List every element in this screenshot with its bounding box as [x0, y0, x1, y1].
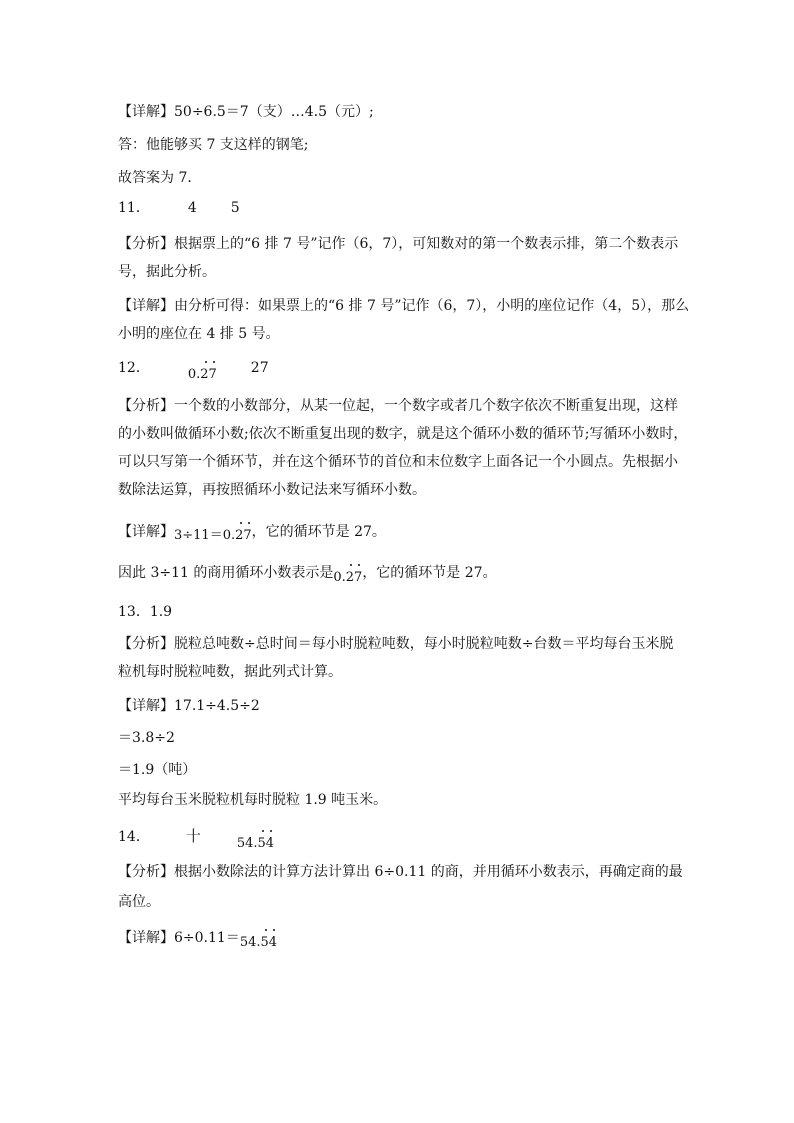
repeating-decimal-answer: 0.27 — [188, 365, 217, 385]
question-number: 14． — [118, 829, 150, 845]
detail-line: 【详解】由分析可得：如果票上的“6 排 7 号”记作（6，7），小明的座位记作（4，5），那么 — [118, 298, 690, 314]
repeating-decimal-answer: 54.54 — [237, 834, 274, 854]
question-11-header — [118, 198, 240, 218]
detail-text: ，它的循环节是 27。 — [251, 524, 386, 540]
detail-line-q10: 【详解】50÷6.5＝7（支）…4.5（元）; — [118, 104, 374, 120]
question-13-header: 13．1.9 — [118, 604, 173, 620]
answer-blank-1: 十 — [185, 827, 201, 845]
analysis-line: 【分析】一个数的小数部分，从某一位起，一个数字或者几个数字依次不断重复出现，这样 — [118, 398, 678, 414]
analysis-line: 号，据此分析。 — [118, 264, 216, 280]
repeating-decimal: 54.54 — [240, 933, 277, 953]
answer-blank-2: 5 — [230, 200, 240, 216]
question-number: 11． — [118, 200, 150, 216]
conclusion-text: ，它的循环节是 27。 — [362, 565, 497, 581]
conclusion-text: 因此 3÷11 的商用循环小数表示是 — [118, 565, 334, 581]
analysis-line: 【分析】根据小数除法的计算方法计算出 6÷0.11 的商，并用循环小数表示，再确定商的最 — [118, 864, 683, 880]
repeating-decimal: 0.27 — [223, 526, 252, 546]
analysis-line: 数除法运算，再按照循环小数记法来写循环小数。 — [118, 482, 426, 498]
answer-line-q10: 答：他能够买 7 支这样的钢笔; — [118, 137, 309, 153]
analysis-line: 高位。 — [118, 894, 160, 910]
analysis-line: 【分析】脱粒总吨数÷总时间＝每小时脱粒吨数，每小时脱粒吨数÷台数＝平均每台玉米脱 — [118, 636, 674, 652]
answer-blank-1: 4 — [187, 200, 197, 216]
question-number: 12． — [118, 360, 150, 376]
analysis-line: 可以只写第一个循环节，并在这个循环节的首位和末位数字上面各记一个小圆点。先根据小 — [118, 454, 678, 470]
analysis-line: 粒机每时脱粒吨数，据此列式计算。 — [118, 664, 342, 680]
detail-label: 【详解】 — [118, 524, 174, 540]
analysis-line: 【分析】根据票上的“6 排 7 号”记作（6，7），可知数对的第一个数表示排，第二个数表示 — [118, 236, 679, 252]
conclusion-line — [118, 563, 497, 584]
calc-step: ＝1.9（吨） — [118, 762, 197, 778]
analysis-line: 的小数叫做循环小数;依次不断重复出现的数字，就是这个循环小数的循环节;写循环小数时， — [118, 426, 688, 442]
formula-expression: 3÷11＝ — [174, 528, 223, 543]
conclusion-line-q10: 故答案为 7． — [118, 170, 202, 186]
calc-step: ＝3.8÷2 — [118, 730, 175, 746]
question-14-header — [118, 826, 275, 851]
detail-line — [118, 928, 277, 949]
answer-sentence: 平均每台玉米脱粒机每时脱粒 1.9 吨玉米。 — [118, 792, 388, 808]
answer-blank-2: 27 — [250, 360, 269, 376]
repeating-decimal: 0.27 — [333, 568, 362, 588]
detail-text: 【详解】6÷0.11＝ — [118, 930, 240, 946]
detail-line: 【详解】17.1÷4.5÷2 — [118, 698, 260, 714]
question-12-header — [118, 358, 269, 382]
detail-line: 小明的座位在 4 排 5 号。 — [118, 326, 280, 342]
detail-line — [118, 522, 386, 543]
